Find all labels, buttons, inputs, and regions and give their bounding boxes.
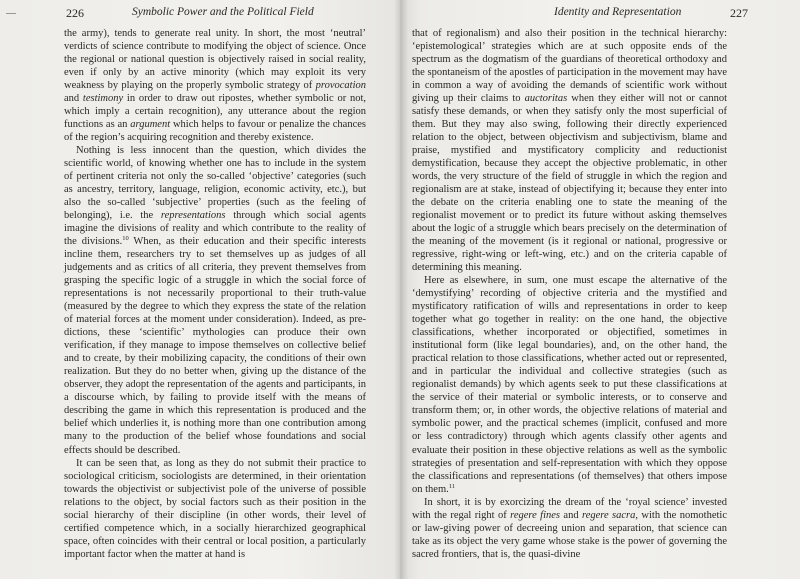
paragraph: [412, 274, 727, 495]
text-run: Here as elsewhere, in sum, one must escape the alternative of the ‘demystifying’ recording of objective criteria and the mystified and mystificatory ratification of wills and representations in order to keep together what go together in reality: on the one hand, the objective classifications, whether incorporated or objectified, sometimes in institutional form (like legal boundaries), and, on the other hand, the practical relation to those classifications, whether acted out or represented, and in particular the individual and collective strategies (such as regionalist demands) by which agents seek to put these classifications at the service of their material or symbolic interests, or to conserve and transform them; or, in other words, the objective relations of material and symbolic power, and the practical schemes (implicit, confused and more or less contradictory) through which agents classify other agents and evaluate their position in these objective relations as well as the symbolic strategies of presentation and self-representation with which they oppose the classifications and representations (of themselves) that others impose on them.: [412, 275, 727, 495]
italic-text: testimony: [82, 93, 124, 105]
text-run: in order to draw out ripostes, whether symbolic or not, which imply a certain recognition), any utterance about the region functions as an: [64, 93, 366, 131]
text-run: When, as their education and their specific interests incline them, researchers try to set themselves up as judges of all judgements and as critics of all criteria, they prevent themselves from grasping the specific logic of a struggle in which the social force of representations is not necessarily proportional to their truth-value (measured by the degree to which they express the state of the relation of material forces at the moment under consideration). Indeed, as pre-dictions, these ‘scientific’ mythologies can produce their own verification, if they manage to impose themselves on collective belief and to create, by their mobilizing capacity, the conditions of their own realization. But they do no better when, giving up the distance of the observer, they adopt the representation of the agents and participants, in a discourse which, by failing to provide itself with the means of describing the game in which this representation is produced and the belief which underlies it, is nothing more than one contribution among many to the production of the belief whose foundations and social effects should be described.: [64, 236, 366, 456]
margin-mark: [6, 13, 16, 14]
left-page-number: 226: [66, 6, 84, 20]
paragraph: [64, 457, 366, 561]
italic-text: regere sacra: [582, 509, 636, 521]
text-run: which helps to favour or penalize the chances of the region’s acquiring recognition and thereby existence.: [64, 119, 366, 144]
text-run: the army), tends to generate real unity. In short, the most ‘neutral’ verdicts of science contribute to modifying the object of science. Once the regional or national question is objectively raised in social reality, even if only by an active minority (which may exploit its very weakness by playing on the properly symbolic strategy of: [64, 28, 366, 92]
right-page-number: 227: [730, 6, 748, 20]
text-run: It can be seen that, as long as they do not submit their practice to sociological criticism, sociologists are determined, in their orientation towards the objectivist or subjectivist pole of the universe of possible relations to the object, by social factors such as their position in the social hierarchy of their discipline (in other words, their level of certified competence which, in a socially hierarchized geographical space, often coincides with their central or local position, a particularly important factor when the matter at hand is: [64, 457, 366, 560]
text-run: , with the nomothetic or law-giving power of decreeing union and separation, that science can take as its object the very game whose stake is the power of governing the sacred frontiers, that is, the quasi-divine: [412, 509, 727, 560]
italic-text: representations: [160, 210, 226, 222]
italic-text: auctoritas: [524, 93, 568, 105]
footnote-marker: 11: [448, 482, 456, 490]
paragraph: [64, 144, 366, 456]
paragraph: [412, 496, 727, 561]
right-page: [400, 0, 800, 579]
text-run: Nothing is less innocent than the question, which divides the scientific world, of knowing whether one has to include in the system of pertinent criteria not only the so-called ‘objective’ categories (such as ancestry, territory, language, religion, economic activity, etc.), but also the so-called ‘subjective’ properties (such as the feeling of belonging), i.e. the: [64, 145, 366, 222]
text-run: when they either will not or cannot satisfy these demands, or when they satisfy only the most superficial of them. But they may also swing, following their directly experienced relation to the object, between objectivism and subjectivism, blame and praise, mystified and mystificatory complicity and reductionist demystification, because they accept the objective problematic, in other words, the very structure of the field of struggle in which the region and regionalism are at stake, instead of objectifying it; because they enter into the debate on the criteria enabling one to state the meaning of the regionalist movement or to predict its future without asking themselves about the logic of a struggle which bears precisely on the determination of the meaning of the movement (is it regional or national, progressive or regressive, right-wing or left-wing, etc.) and on the criteria capable of determining this meaning.: [412, 93, 727, 274]
italic-text: regere fines: [510, 509, 560, 521]
paragraph: [412, 27, 727, 274]
book-gutter: [394, 0, 408, 579]
footnote-marker: 10: [122, 235, 129, 243]
left-running-head: Symbolic Power and the Political Field: [132, 6, 314, 18]
right-body-text: [412, 27, 727, 561]
text-run: In short, it is by exorcizing the dream of the ‘royal science’ invested with the regal right of: [412, 496, 727, 521]
right-running-head: Identity and Representation: [554, 6, 682, 18]
left-body-text: [64, 27, 366, 561]
italic-text: provocation: [315, 80, 366, 92]
paragraph: [64, 27, 366, 144]
text-run: and: [64, 93, 83, 105]
text-run: and: [560, 509, 582, 521]
italic-text: argument: [130, 119, 171, 131]
text-run: through which social agents imagine the divisions of reality and which contribute to the reality of the divisions.: [64, 210, 366, 248]
text-run: that of regionalism) and also their position in the technical hierarchy: ‘epistemological’ strategies which are at such opposite ends of the spectrum as the dogmatism of the guardians of theoretical orthodoxy and the spontaneism of the apostles of participation in the movement may have in common a way of avoiding the demands of scientific work without giving up their claims to: [412, 28, 727, 105]
